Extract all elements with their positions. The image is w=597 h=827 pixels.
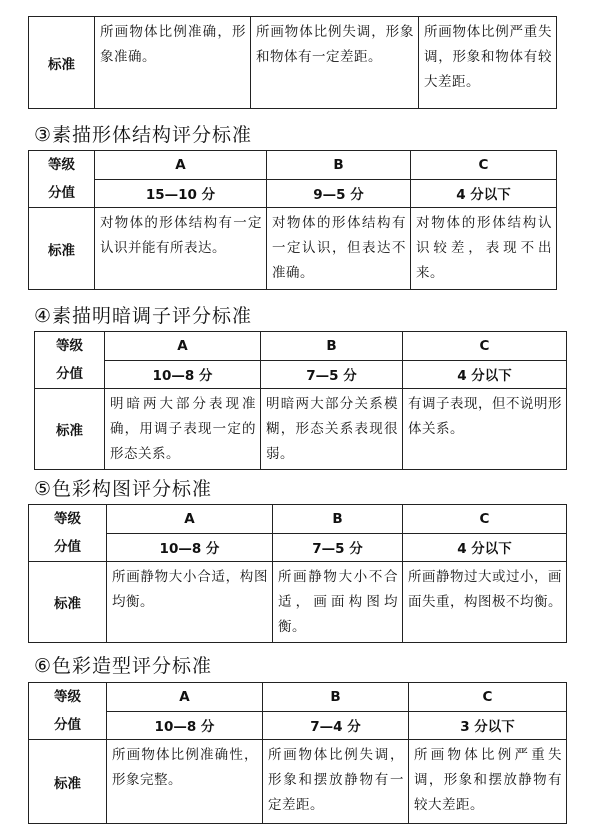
standard-cell-b: 对物体的形体结构有一定认识，但表达不准确。 [267, 208, 411, 290]
score-table [34, 331, 567, 470]
grade-b: B [273, 505, 403, 534]
grade-b: B [267, 151, 411, 180]
standard-cell-a: 所画物体比例准确，形象准确。 [95, 17, 251, 109]
grade-score-label [35, 332, 105, 389]
grade-a: A [107, 683, 263, 712]
grade-a: A [95, 151, 267, 180]
standard-cell-c: 所画静物过大或过小，画面失重，构图极不均衡。 [403, 562, 567, 643]
standard-cell-c: 有调子表现，但不说明形体关系。 [403, 389, 567, 470]
grade-c: C [411, 151, 557, 180]
score-a: 10—8 分 [105, 360, 261, 389]
standard-label: 标准 [29, 562, 107, 643]
standard-cell-c: 对物体的形体结构认识较差，表现不出来。 [411, 208, 557, 290]
standard-cell-a: 对物体的形体结构有一定认识并能有所表达。 [95, 208, 267, 290]
score-b: 7—5 分 [273, 533, 403, 562]
score-table [28, 150, 557, 290]
standard-cell-c: 所画物体比例严重失调，形象和物体有较大差距。 [419, 17, 557, 109]
score-c: 4 分以下 [403, 360, 567, 389]
score-a: 15—10 分 [95, 179, 267, 208]
standard-cell-b: 所画物体比例失调，形象和摆放静物有一定差距。 [263, 740, 409, 824]
standard-cell-a: 明暗两大部分表现准确，用调子表现一定的形态关系。 [105, 389, 261, 470]
top-standard-table [28, 16, 557, 109]
standard-cell-a: 所画静物大小合适，构图均衡。 [107, 562, 273, 643]
grade-a: A [105, 332, 261, 361]
score-label: 分值 [56, 366, 83, 382]
grade-label: 等级 [54, 511, 81, 527]
grade-a: A [107, 505, 273, 534]
section-title: ⑤色彩构图评分标准 [34, 478, 213, 500]
grade-score-label [29, 151, 95, 208]
score-a: 10—8 分 [107, 711, 263, 740]
score-b: 7—4 分 [263, 711, 409, 740]
score-a: 10—8 分 [107, 533, 273, 562]
grade-score-label [29, 683, 107, 740]
standard-label: 标准 [29, 740, 107, 824]
grade-label: 等级 [48, 157, 75, 173]
grade-b: B [263, 683, 409, 712]
grade-c: C [403, 332, 567, 361]
score-c: 3 分以下 [409, 711, 567, 740]
standard-cell-b: 明暗两大部分关系模糊，形态关系表现很弱。 [261, 389, 403, 470]
score-label: 分值 [54, 717, 81, 733]
score-c: 4 分以下 [403, 533, 567, 562]
section-title: ⑥色彩造型评分标准 [34, 655, 213, 677]
score-label: 分值 [54, 539, 81, 555]
score-table [28, 504, 567, 643]
standard-cell-a: 所画物体比例准确性，形象完整。 [107, 740, 263, 824]
score-label: 分值 [48, 185, 75, 201]
standard-label: 标准 [29, 17, 95, 109]
standard-cell-c: 所画物体比例严重失调，形象和摆放静物有较大差距。 [409, 740, 567, 824]
score-table [28, 682, 567, 824]
score-b: 9—5 分 [267, 179, 411, 208]
section-title: ③素描形体结构评分标准 [34, 124, 253, 146]
section-title: ④素描明暗调子评分标准 [34, 305, 253, 327]
grade-c: C [403, 505, 567, 534]
standard-cell-b: 所画物体比例失调，形象和物体有一定差距。 [251, 17, 419, 109]
grade-label: 等级 [54, 689, 81, 705]
standard-label: 标准 [29, 208, 95, 290]
score-b: 7—5 分 [261, 360, 403, 389]
standard-cell-b: 所画静物大小不合适，画面构图均衡。 [273, 562, 403, 643]
grade-label: 等级 [56, 338, 83, 354]
standard-label: 标准 [35, 389, 105, 470]
score-c: 4 分以下 [411, 179, 557, 208]
grade-score-label [29, 505, 107, 562]
grade-c: C [409, 683, 567, 712]
grade-b: B [261, 332, 403, 361]
